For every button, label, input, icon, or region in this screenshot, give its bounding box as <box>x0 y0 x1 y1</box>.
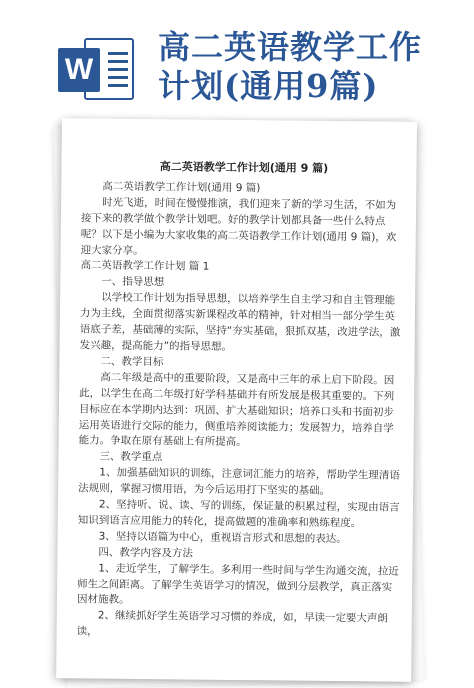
page-title <box>158 28 468 106</box>
page-header <box>0 0 474 120</box>
word-document-icon <box>58 38 138 102</box>
heading-content-methods: 四、教学内容及方法 <box>98 546 194 560</box>
word-logo-letter: W <box>58 48 100 92</box>
page-title-line2: 计划(通用9篇) <box>158 67 379 105</box>
paragraph-method-2: 2、继续抓好学生英语学习习惯的养成，如，早读一定要大声朗读， <box>76 609 389 638</box>
intro-paragraph: 时光飞逝，时间在慢慢推演，我们迎来了新的学习生活，不如为接下来的教学做个教学计划吧。好的教学计划都具备一些什么特点呢？以下是小编为大家收集的高二英语教学工作计划(通用 9 篇)，欢迎大家分享。 <box>80 196 397 257</box>
document-page <box>56 118 417 682</box>
paragraph-teaching-goals: 高二年级是高中的重要阶段，又是高中三年的承上启下阶段。因此，以学生在高二年级打好学科基础并有所发展是极其重要的。下列目标应在本学期内达到：巩固、扩大基础知识；培养口头和书面初步运用英语进行交际的能力，侧重培养阅读能力；发展智力，培养自学能力。争取在原有基础上有所提高。 <box>78 371 395 449</box>
document-content <box>77 158 407 644</box>
paragraph-focus-3: 3、坚持以语篇为中心，重视语言形式和思想的表达。 <box>98 530 347 545</box>
heading-teaching-focus: 三、教学重点 <box>99 450 163 464</box>
paragraph-focus-1: 1、加强基础知识的训练，注意词汇能力的培养，帮助学生理清语法规则，掌握习惯用语，为今后运用打下坚实的基础。 <box>78 466 401 498</box>
page-title-line1: 高二英语教学工作 <box>158 28 423 66</box>
section-title: 高二英语教学工作计划 篇 1 <box>80 259 210 274</box>
heading-guiding-ideology: 一、指导思想 <box>101 275 165 289</box>
heading-teaching-goals: 二、教学目标 <box>100 355 164 369</box>
paragraph-guiding-ideology: 以学校工作计划为指导思想，以培养学生自主学习和自主管理能力为主线，全面贯彻落实新课程改革的精神，针对相当一部分学生英语底子差，基础薄的实际，坚持“夯实基础，狠抓双基，改进学法，激发兴趣，提高能力”的指导思想。 <box>79 291 401 353</box>
paragraph-focus-2: 2、坚持听、说、读、写的训练，保证量的积累过程，实现由语言知识到语言应用能力的转化，提高做题的准确率和熟练程度。 <box>77 498 400 530</box>
document-title: 高二英语教学工作计划(通用 9 篇) <box>159 160 329 175</box>
document-subtitle: 高二英语教学工作计划(通用 9 篇) <box>102 180 261 195</box>
paragraph-method-1: 1、走近学生，了解学生。多利用一些时间与学生沟通交流，拉近师生之间距离。了解学生英语学习的情况，做到分层教学，真正落实因材施教。 <box>76 562 400 607</box>
